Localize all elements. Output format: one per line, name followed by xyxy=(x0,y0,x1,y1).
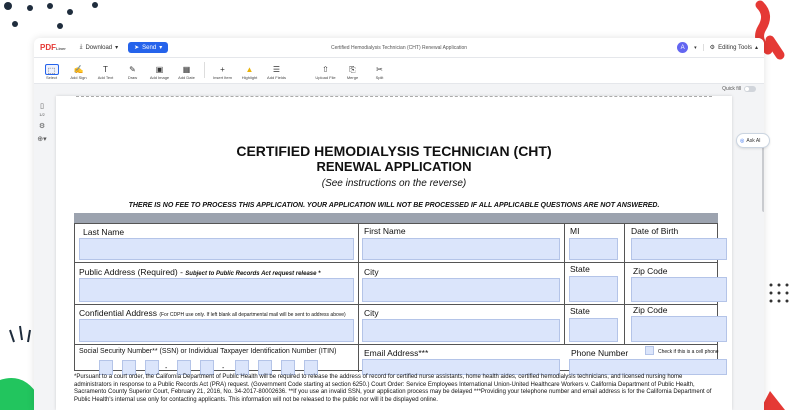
first-name-field[interactable] xyxy=(362,238,560,260)
document-page xyxy=(56,96,732,410)
toggle-switch[interactable] xyxy=(744,86,756,92)
text-icon: T xyxy=(103,65,108,74)
confidential-address-field[interactable] xyxy=(79,319,354,342)
cell-phone-check-label: Check if this is a cell phone xyxy=(658,349,719,355)
ssn-digit-9[interactable] xyxy=(304,360,318,375)
public-address-field[interactable] xyxy=(79,278,354,302)
plus-icon: + xyxy=(220,65,225,74)
tool-highlight[interactable]: ▲ Highlight xyxy=(241,65,258,80)
tool-add-date[interactable]: ▦ Add Date xyxy=(178,65,195,80)
ssn-digit-4[interactable] xyxy=(177,360,191,375)
ssn-digit-2[interactable] xyxy=(122,360,136,375)
state-field[interactable] xyxy=(569,276,618,302)
tool-select[interactable]: ⬚ Select xyxy=(45,66,58,80)
ssn-digit-8[interactable] xyxy=(281,360,295,375)
doc-subheading: RENEWAL APPLICATION xyxy=(316,159,472,174)
zip-label: Zip Code xyxy=(633,266,668,276)
zip-label-2: Zip Code xyxy=(633,305,668,315)
chevron-down-icon: ▾ xyxy=(115,45,119,51)
left-panel xyxy=(34,96,50,410)
application-form xyxy=(74,223,718,371)
send-button[interactable]: ➤ Send ▾ xyxy=(128,42,168,53)
tool-draw[interactable]: ✎ Draw xyxy=(127,65,138,80)
zoom-icon[interactable]: ⊕▾ xyxy=(37,136,47,143)
quick-fill-toggle[interactable]: Quick fill xyxy=(722,86,756,92)
tool-add-image[interactable]: ▣ Add Image xyxy=(149,65,170,80)
page-indicator: 1/2 xyxy=(39,112,45,117)
ssn-digit-6[interactable] xyxy=(235,360,249,375)
decor-top-left xyxy=(0,0,120,40)
ask-ai-button[interactable]: ◎ Ask AI xyxy=(736,133,770,148)
last-name-field[interactable] xyxy=(79,238,354,260)
phone-label: Phone Number xyxy=(571,348,629,358)
city-field[interactable] xyxy=(362,278,560,302)
state-label-2: State xyxy=(570,306,590,316)
city-label-2: City xyxy=(364,308,379,318)
city-field-2[interactable] xyxy=(362,319,560,342)
chevron-up-icon: ▴ xyxy=(754,45,758,51)
document-title: Certified Hemodialysis Technician (CHT) Renewal Application xyxy=(330,44,468,51)
editing-tools-button[interactable]: ⚙ Editing Tools ▴ xyxy=(703,44,758,51)
page-top-edge xyxy=(76,96,712,98)
page-thumbnail-icon[interactable]: ▯ xyxy=(40,103,44,110)
public-address-label: Public Address (Required) - Subject to Public Records Act request release * xyxy=(79,267,321,277)
upload-icon: ⇧ xyxy=(322,65,329,74)
tool-add-text[interactable]: T Add Text xyxy=(97,65,114,80)
signature-icon: ✍ xyxy=(73,65,84,74)
vertical-scrollbar[interactable] xyxy=(762,142,764,212)
ssn-dash-1: - xyxy=(165,365,168,372)
gear-icon[interactable]: ⚙ xyxy=(38,123,46,130)
calendar-icon: ▦ xyxy=(182,65,191,74)
email-label: Email Address*** xyxy=(364,348,429,358)
pdf-editor-window xyxy=(34,38,764,410)
last-name-label: Last Name xyxy=(83,227,125,237)
doc-notice: THERE IS NO FEE TO PROCESS THIS APPLICATION. YOUR APPLICATION WILL NOT BE PROCESSED IF ALL APPLICABLE QUESTIONS ARE NOT ANSWERED. xyxy=(128,202,660,209)
tool-add-fields[interactable]: ☰ Add Fields xyxy=(267,65,286,80)
image-icon: ▣ xyxy=(155,65,164,74)
ssn-digit-7[interactable] xyxy=(258,360,272,375)
toolbar-divider xyxy=(204,62,205,78)
mi-field[interactable] xyxy=(569,238,618,260)
dob-label: Date of Birth xyxy=(631,226,679,236)
cell-phone-checkbox[interactable] xyxy=(645,346,654,355)
first-name-label: First Name xyxy=(364,226,406,236)
ssn-label: Social Security Number** (SSN) or Individual Taxpayer Identification Number (ITIN) xyxy=(79,348,337,355)
settings-icon: ⚙ xyxy=(709,45,716,51)
header-bar xyxy=(74,213,718,223)
footnote: *Pursuant to a court order, the California Department of Public Health will be required to release the address of record for certified nurse assistants, home health aides, certified hemodialysis technicians, and licensed nursing home administrators in response to a Public Records Act (PRA) request. (Government Code starting at section 6250.) Court Order: Service Employees International Union-United Healthcare Workers v. California Department of Public Health, Sacramento County Superior Court, February 21, 2016, No. 34-2017-80002636. **If you use an invalid SSN, your application process may be delayed ***Providing your telephone number and email address is for the California Department of Public Health's internal use only for contacting applicants. This information will not be released to the public nor will it be displayed online. xyxy=(74,374,712,403)
select-icon: ⬚ xyxy=(45,64,59,75)
sub-bar xyxy=(34,84,764,96)
confidential-address-label: Confidential Address (For CDPH use only. If left blank all departmental mail will be sent to address above) xyxy=(79,308,346,318)
dob-field[interactable] xyxy=(631,238,727,260)
doc-instructions: (See instructions on the reverse) xyxy=(321,178,467,189)
tool-upload-file[interactable]: ⇧ Upload File xyxy=(315,65,336,80)
pen-icon: ✎ xyxy=(129,65,136,74)
download-icon: ⤓ xyxy=(79,44,83,50)
merge-icon: ⎘ xyxy=(349,65,356,74)
chevron-down-icon: ▾ xyxy=(159,45,163,51)
fields-icon: ☰ xyxy=(272,65,281,74)
city-label: City xyxy=(364,267,379,277)
email-field[interactable] xyxy=(362,359,560,375)
tool-add-sign[interactable]: ✍ Add Sign xyxy=(70,65,87,80)
zip-field[interactable] xyxy=(631,277,727,302)
ssn-digit-3[interactable] xyxy=(145,360,159,375)
ai-icon: ◎ xyxy=(740,137,745,144)
tool-merge[interactable]: ⎘ Merge xyxy=(346,65,359,80)
ssn-digit-5[interactable] xyxy=(200,360,214,375)
scissors-icon: ✂ xyxy=(376,65,383,74)
download-button[interactable]: ⤓ Download ▾ xyxy=(79,44,119,51)
toolbar xyxy=(34,58,764,84)
highlight-icon: ▲ xyxy=(245,65,254,74)
state-label: State xyxy=(570,264,590,274)
avatar[interactable]: A xyxy=(677,42,688,53)
phone-field[interactable] xyxy=(569,359,727,375)
tool-insert-item[interactable]: + Insert Item xyxy=(213,65,232,80)
ssn-digit-1[interactable] xyxy=(99,360,113,375)
zip-field-2[interactable] xyxy=(631,316,727,342)
ssn-dash-2: - xyxy=(222,365,225,372)
state-field-2[interactable] xyxy=(569,318,618,342)
top-bar xyxy=(34,38,764,58)
tool-split[interactable]: ✂ Split xyxy=(375,65,384,80)
send-icon: ➤ xyxy=(134,45,140,51)
doc-heading: CERTIFIED HEMODIALYSIS TECHNICIAN (CHT) xyxy=(236,143,552,159)
chevron-down-icon[interactable]: ▾ xyxy=(694,44,697,51)
decor-right-dots xyxy=(765,280,800,320)
mi-label: MI xyxy=(570,226,580,236)
app-logo[interactable]: PDFLiner xyxy=(40,43,66,52)
